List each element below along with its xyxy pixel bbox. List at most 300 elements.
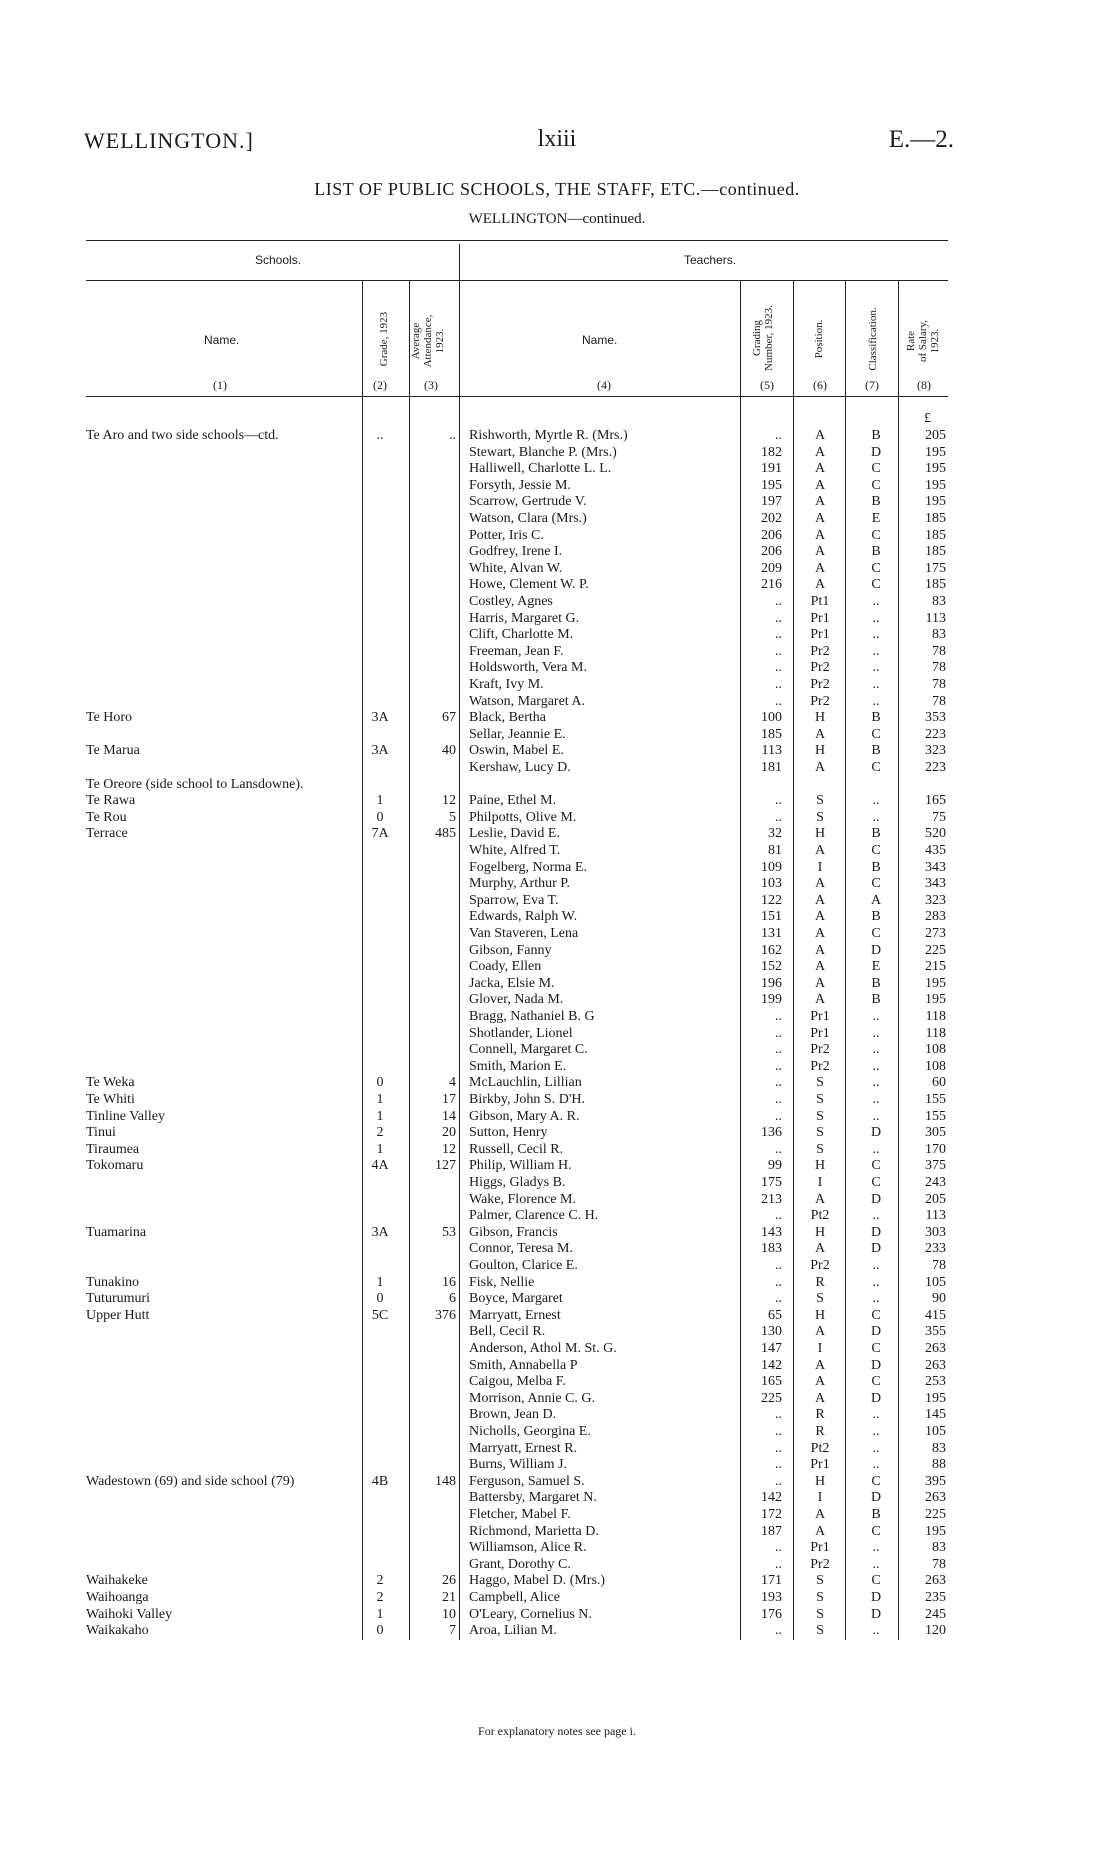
grading-number-cell: 193 xyxy=(761,1590,782,1605)
grade-cell: 0 xyxy=(376,1623,384,1639)
teacher-name: Russell, Cecil R. xyxy=(469,1141,564,1157)
grading-number-cell: 109 xyxy=(761,859,782,875)
column-number-5: (5) xyxy=(760,378,774,392)
teacher-name: Costley, Agnes xyxy=(469,594,553,609)
salary-cell: 60 xyxy=(932,1075,946,1091)
table-row xyxy=(0,1540,1114,1557)
salary-cell: 205 xyxy=(925,428,946,443)
table-row xyxy=(0,1457,1114,1474)
grading-number-cell: 185 xyxy=(761,726,782,742)
teacher-name: Kershaw, Lucy D. xyxy=(469,760,571,775)
grading-number-cell: 142 xyxy=(761,1357,782,1373)
grading-number-cell: 113 xyxy=(761,743,782,759)
teacher-name: Fletcher, Mabel F. xyxy=(469,1507,571,1522)
table-row xyxy=(0,1042,1114,1059)
table-row xyxy=(0,494,1114,511)
salary-cell: 323 xyxy=(925,743,946,759)
grading-number-cell: .. xyxy=(775,1042,782,1058)
grade-cell: 0 xyxy=(376,809,384,825)
classification-cell: C xyxy=(871,1573,881,1589)
teacher-name: Edwards, Ralph W. xyxy=(469,909,578,925)
table-row xyxy=(0,660,1114,677)
salary-cell: 118 xyxy=(925,1009,946,1024)
teacher-name: Halliwell, Charlotte L. L. xyxy=(469,461,612,477)
school-name: Te Horo xyxy=(86,710,133,726)
teacher-name: Haggo, Mabel D. (Mrs.) xyxy=(469,1573,606,1589)
position-cell: A xyxy=(814,1324,826,1340)
classification-cell: .. xyxy=(872,1141,880,1157)
salary-cell: 90 xyxy=(932,1291,946,1307)
table-row xyxy=(0,727,1114,744)
position-cell: S xyxy=(816,1092,824,1107)
attendance-cell: 40 xyxy=(442,743,456,759)
salary-cell: 323 xyxy=(925,892,946,908)
grading-number-cell: .. xyxy=(775,627,782,643)
salary-cell: 155 xyxy=(925,1092,946,1107)
position-cell: Pr2 xyxy=(810,677,830,692)
salary-cell: 215 xyxy=(925,959,946,975)
position-cell: I xyxy=(817,1490,823,1506)
school-name: Te Rawa xyxy=(86,793,136,809)
table-row xyxy=(0,992,1114,1009)
grading-number-cell: 213 xyxy=(761,1191,782,1207)
school-name: Waihoanga xyxy=(86,1590,149,1605)
classification-cell: B xyxy=(871,975,881,991)
teacher-name: Harris, Margaret G. xyxy=(469,610,580,626)
classification-cell: .. xyxy=(872,1424,880,1439)
position-cell: R xyxy=(815,1407,825,1423)
grading-number-cell: 165 xyxy=(761,1374,782,1390)
position-cell: Pr2 xyxy=(810,660,830,676)
salary-cell: 195 xyxy=(925,1523,946,1539)
classification-cell: .. xyxy=(872,1025,880,1041)
classification-cell: .. xyxy=(872,1208,880,1224)
grading-number-cell: .. xyxy=(775,1407,782,1423)
salary-cell: 195 xyxy=(925,477,946,493)
position-cell: A xyxy=(814,726,826,742)
classification-cell: .. xyxy=(872,1274,880,1290)
classification-cell: D xyxy=(870,444,882,460)
attendance-header: Average Attendance, 1923. xyxy=(410,314,446,368)
classification-cell: .. xyxy=(872,1042,880,1058)
grading-number-cell: 225 xyxy=(761,1390,782,1406)
position-cell: A xyxy=(814,1241,826,1257)
table-row xyxy=(0,826,1114,843)
teacher-name: Wake, Florence M. xyxy=(469,1191,576,1207)
salary-cell: 343 xyxy=(925,859,946,875)
column-number-3: (3) xyxy=(424,378,438,392)
teacher-name: Goulton, Clarice E. xyxy=(469,1258,578,1273)
table-row xyxy=(0,1557,1114,1574)
grading-header: Grading Number, 1923. xyxy=(751,305,775,371)
teacher-name: Bragg, Nathaniel B. G xyxy=(469,1009,595,1024)
school-name-header: Name. xyxy=(204,333,240,347)
table-row xyxy=(0,561,1114,578)
grade-cell: 2 xyxy=(376,1573,384,1589)
salary-cell: 170 xyxy=(925,1141,946,1157)
footnote: For explanatory notes see page i. xyxy=(478,1724,636,1738)
position-cell: R xyxy=(815,1274,825,1290)
table-top-rule xyxy=(86,240,948,241)
page-title: LIST OF PUBLIC SCHOOLS, THE STAFF, ETC.—continued. xyxy=(314,179,800,199)
grading-number-cell: 122 xyxy=(761,892,782,908)
classification-cell: C xyxy=(871,726,881,742)
table-row xyxy=(0,461,1114,478)
classification-cell: .. xyxy=(872,1108,880,1124)
salary-cell: 195 xyxy=(925,975,946,991)
salary-cell: 273 xyxy=(925,926,946,941)
table-row xyxy=(0,1308,1114,1325)
table-row xyxy=(0,1225,1114,1242)
table-row xyxy=(0,1092,1114,1109)
teacher-name: Watson, Margaret A. xyxy=(469,693,586,709)
table-row xyxy=(0,627,1114,644)
position-cell: H xyxy=(814,1307,826,1323)
classification-cell: .. xyxy=(872,1092,880,1107)
grading-number-cell: .. xyxy=(775,610,782,626)
classification-cell: .. xyxy=(872,1075,880,1091)
classification-cell: C xyxy=(871,477,881,493)
grading-number-cell: 152 xyxy=(761,959,782,975)
grading-number-cell: .. xyxy=(775,1623,782,1639)
table-row xyxy=(0,694,1114,711)
teacher-name: Bell, Cecil R. xyxy=(469,1324,546,1340)
grading-number-cell: .. xyxy=(775,693,782,709)
salary-cell: 185 xyxy=(925,527,946,543)
column-number-2: (2) xyxy=(373,378,387,392)
grading-number-cell: 196 xyxy=(761,975,782,991)
position-cell: A xyxy=(814,1374,826,1390)
position-cell: H xyxy=(814,826,826,842)
teacher-name: Marryatt, Ernest R. xyxy=(469,1440,578,1456)
grade-cell: .. xyxy=(376,428,384,443)
position-cell: A xyxy=(814,1191,826,1207)
grading-number-cell: .. xyxy=(775,1556,782,1572)
salary-cell: 113 xyxy=(925,1208,946,1224)
schools-group-header: Schools. xyxy=(255,253,302,267)
position-cell: H xyxy=(814,1224,826,1240)
grade-cell: 1 xyxy=(376,1606,384,1622)
position-cell: A xyxy=(814,926,826,941)
teacher-name: Gibson, Fanny xyxy=(469,942,552,958)
position-cell: S xyxy=(816,1075,824,1091)
classification-cell: .. xyxy=(872,793,880,809)
table-row xyxy=(0,1607,1114,1624)
grading-number-cell: 176 xyxy=(761,1606,782,1622)
table-row xyxy=(0,860,1114,877)
grading-number-cell: .. xyxy=(775,594,782,609)
grading-number-cell: 202 xyxy=(761,511,782,526)
grading-number-cell: .. xyxy=(775,677,782,692)
salary-cell: 233 xyxy=(925,1241,946,1257)
table-row xyxy=(0,1490,1114,1507)
classification-cell: B xyxy=(871,544,881,560)
teacher-name: Scarrow, Gertrude V. xyxy=(469,494,587,510)
column-number-4: (4) xyxy=(597,378,611,392)
attendance-cell: 6 xyxy=(449,1291,456,1307)
classification-cell: D xyxy=(870,1490,882,1506)
position-cell: A xyxy=(814,992,826,1008)
grading-number-cell: 199 xyxy=(761,992,782,1008)
grading-number-cell: .. xyxy=(775,1540,782,1556)
table-row xyxy=(0,1324,1114,1341)
teacher-name: Oswin, Mabel E. xyxy=(469,743,564,759)
salary-cell: 105 xyxy=(925,1424,946,1439)
teacher-name: Freeman, Jean F. xyxy=(469,643,564,659)
grading-number-cell: .. xyxy=(775,1092,782,1107)
salary-cell: 235 xyxy=(925,1590,946,1605)
table-row xyxy=(0,478,1114,495)
grading-number-cell: 187 xyxy=(761,1523,782,1539)
header-bottom-rule xyxy=(86,396,948,397)
running-header-right: E.—2. xyxy=(888,126,954,153)
school-name: Tuamarina xyxy=(86,1224,147,1240)
table-row xyxy=(0,976,1114,993)
classification-cell: .. xyxy=(872,1009,880,1024)
grade-cell: 3A xyxy=(371,743,389,759)
position-cell: A xyxy=(814,959,826,975)
teacher-name: Holdsworth, Vera M. xyxy=(469,660,587,676)
grading-number-cell: .. xyxy=(775,1075,782,1091)
teacher-name: Birkby, John S. D'H. xyxy=(469,1092,585,1107)
table-row xyxy=(0,793,1114,810)
classification-cell: C xyxy=(871,926,881,941)
classification-cell: C xyxy=(871,461,881,477)
teacher-name: Anderson, Athol M. St. G. xyxy=(469,1341,617,1356)
classification-cell: .. xyxy=(872,809,880,825)
page-number: lxiii xyxy=(537,126,577,152)
salary-cell: 245 xyxy=(925,1606,946,1622)
position-header: Position. xyxy=(813,319,825,359)
position-cell: A xyxy=(814,1523,826,1539)
classification-cell: C xyxy=(871,843,881,858)
position-cell: Pr1 xyxy=(810,1540,830,1556)
classification-cell: D xyxy=(870,1241,882,1257)
teacher-name: Boyce, Margaret xyxy=(469,1291,563,1307)
teacher-name: Brown, Jean D. xyxy=(469,1407,557,1423)
table-row xyxy=(0,1358,1114,1375)
school-name: Te Aro and two side schools—ctd. xyxy=(86,428,279,443)
salary-cell: 83 xyxy=(932,627,946,643)
grade-cell: 2 xyxy=(376,1590,384,1605)
table-row xyxy=(0,1125,1114,1142)
column-number-6: (6) xyxy=(813,378,827,392)
grading-number-cell: 131 xyxy=(761,926,782,941)
salary-cell: 195 xyxy=(925,444,946,460)
table-row xyxy=(0,528,1114,545)
classification-cell: B xyxy=(871,428,881,443)
table-row xyxy=(0,1208,1114,1225)
teacher-name: Ferguson, Samuel S. xyxy=(469,1473,585,1489)
teacher-name: Forsyth, Jessie M. xyxy=(469,477,571,493)
classification-cell: .. xyxy=(872,594,880,609)
position-cell: I xyxy=(817,859,823,875)
classification-cell: .. xyxy=(872,660,880,676)
classification-cell: B xyxy=(871,826,881,842)
classification-cell: A xyxy=(870,892,882,908)
grading-number-cell: .. xyxy=(775,1208,782,1224)
attendance-cell: 14 xyxy=(442,1108,456,1124)
position-cell: S xyxy=(816,1573,824,1589)
classification-cell: B xyxy=(871,992,881,1008)
school-name: Tokomaru xyxy=(86,1158,144,1174)
teacher-name: Palmer, Clarence C. H. xyxy=(469,1208,599,1224)
salary-cell: 78 xyxy=(932,660,946,676)
teacher-name: Potter, Iris C. xyxy=(469,527,544,543)
teacher-name: Glover, Nada M. xyxy=(469,992,564,1008)
salary-cell: 120 xyxy=(925,1623,946,1639)
grading-number-cell: .. xyxy=(775,428,782,443)
salary-cell: 145 xyxy=(925,1407,946,1423)
school-name: Terrace xyxy=(86,826,128,842)
page-subtitle: WELLINGTON—continued. xyxy=(468,211,646,227)
salary-cell: 195 xyxy=(925,992,946,1008)
grading-number-cell: 172 xyxy=(761,1507,782,1522)
classification-cell: .. xyxy=(872,610,880,626)
table-row xyxy=(0,1424,1114,1441)
teacher-name: Connor, Teresa M. xyxy=(469,1241,573,1257)
classification-cell: .. xyxy=(872,1407,880,1423)
grade-cell: 5C xyxy=(371,1307,389,1323)
classification-cell: D xyxy=(870,1125,882,1141)
grading-number-cell: 65 xyxy=(768,1307,782,1323)
classification-cell: D xyxy=(870,1191,882,1207)
school-name: Tiraumea xyxy=(86,1141,140,1157)
grading-number-cell: 191 xyxy=(761,461,782,477)
classification-cell: B xyxy=(871,494,881,510)
classification-cell: C xyxy=(871,1307,881,1323)
grading-number-cell: .. xyxy=(775,1291,782,1307)
position-cell: A xyxy=(814,760,826,775)
classification-cell: C xyxy=(871,577,881,593)
classification-cell: C xyxy=(871,527,881,543)
position-cell: A xyxy=(814,428,826,443)
teacher-name: Williamson, Alice R. xyxy=(469,1540,587,1556)
salary-cell: 375 xyxy=(925,1158,946,1174)
position-cell: S xyxy=(816,1141,824,1157)
salary-cell: 185 xyxy=(925,544,946,560)
classification-cell: .. xyxy=(872,693,880,709)
teacher-name: Howe, Clement W. P. xyxy=(469,577,589,593)
classification-header: Classification. xyxy=(867,307,879,371)
salary-cell: 175 xyxy=(925,560,946,576)
table-row xyxy=(0,1275,1114,1292)
teacher-name: Watson, Clara (Mrs.) xyxy=(469,511,587,526)
grading-number-cell: .. xyxy=(775,793,782,809)
classification-cell: B xyxy=(871,1507,881,1522)
classification-cell: D xyxy=(870,1224,882,1240)
classification-cell: D xyxy=(870,1590,882,1605)
grading-number-cell: .. xyxy=(775,1274,782,1290)
position-cell: Pr2 xyxy=(810,693,830,709)
table-row xyxy=(0,1241,1114,1258)
attendance-cell: 12 xyxy=(442,793,456,809)
teacher-name: Shotlander, Lionel xyxy=(469,1025,573,1041)
grading-number-cell: 206 xyxy=(761,544,782,560)
position-cell: Pr2 xyxy=(810,1258,830,1273)
position-cell: A xyxy=(814,527,826,543)
column-number-1: (1) xyxy=(213,378,227,392)
salary-cell: 185 xyxy=(925,577,946,593)
table-row xyxy=(0,1623,1114,1640)
teacher-name: Stewart, Blanche P. (Mrs.) xyxy=(469,444,617,460)
classification-cell: .. xyxy=(872,1258,880,1273)
salary-cell: 205 xyxy=(925,1191,946,1207)
grading-number-cell: 216 xyxy=(761,577,782,593)
school-name: Waihakeke xyxy=(86,1573,148,1589)
position-cell: Pr1 xyxy=(810,1025,830,1041)
attendance-cell: 10 xyxy=(442,1606,456,1622)
salary-cell: 108 xyxy=(925,1058,946,1074)
position-cell: S xyxy=(816,1291,824,1307)
grade-cell: 1 xyxy=(376,793,384,809)
teacher-name: Sutton, Henry xyxy=(469,1125,548,1141)
position-cell: Pr2 xyxy=(810,643,830,659)
teacher-name: Paine, Ethel M. xyxy=(469,793,557,809)
position-cell: I xyxy=(817,1341,823,1356)
table-row xyxy=(0,1474,1114,1491)
classification-cell: B xyxy=(871,743,881,759)
column-number-8: (8) xyxy=(917,378,931,392)
position-cell: H xyxy=(814,710,826,726)
table-row xyxy=(0,810,1114,827)
teacher-name: McLauchlin, Lillian xyxy=(469,1075,582,1091)
salary-cell: 303 xyxy=(925,1224,946,1240)
teacher-name: Nicholls, Georgina E. xyxy=(469,1424,591,1439)
grading-number-cell: 99 xyxy=(768,1158,782,1174)
table-row xyxy=(0,1142,1114,1159)
running-header-left: WELLINGTON.] xyxy=(84,128,254,153)
teacher-name: Kraft, Ivy M. xyxy=(469,677,544,692)
table-row xyxy=(0,926,1114,943)
grading-number-cell: 147 xyxy=(761,1341,782,1356)
teacher-name: Battersby, Margaret N. xyxy=(469,1490,597,1506)
attendance-cell: 21 xyxy=(442,1590,456,1605)
classification-cell: .. xyxy=(872,1540,880,1556)
position-cell: A xyxy=(814,892,826,908)
salary-cell: 263 xyxy=(925,1573,946,1589)
salary-cell: 263 xyxy=(925,1357,946,1373)
attendance-cell: 16 xyxy=(442,1274,456,1290)
grading-number-cell: .. xyxy=(775,809,782,825)
position-cell: A xyxy=(814,511,826,526)
grading-number-cell: 181 xyxy=(761,760,782,775)
table-row xyxy=(0,710,1114,727)
grading-number-cell: .. xyxy=(775,1440,782,1456)
salary-cell: 105 xyxy=(925,1274,946,1290)
position-cell: A xyxy=(814,975,826,991)
grade-cell: 1 xyxy=(376,1092,384,1107)
position-cell: Pr2 xyxy=(810,1058,830,1074)
school-name: Upper Hutt xyxy=(86,1307,150,1323)
grading-number-cell: .. xyxy=(775,1058,782,1074)
grading-number-cell: 130 xyxy=(761,1324,782,1340)
classification-cell: D xyxy=(870,1324,882,1340)
classification-cell: .. xyxy=(872,1291,880,1307)
position-cell: H xyxy=(814,743,826,759)
school-name: Waihoki Valley xyxy=(86,1606,173,1622)
position-cell: S xyxy=(816,1590,824,1605)
grade-cell: 0 xyxy=(376,1291,384,1307)
teacher-name: Philpotts, Olive M. xyxy=(469,809,577,825)
grading-number-cell: .. xyxy=(775,1457,782,1473)
salary-cell: 243 xyxy=(925,1175,946,1190)
grade-cell: 4A xyxy=(371,1158,389,1174)
salary-cell: 520 xyxy=(925,826,946,842)
classification-cell: D xyxy=(870,1390,882,1406)
position-cell: H xyxy=(814,1473,826,1489)
salary-cell: 83 xyxy=(932,1540,946,1556)
